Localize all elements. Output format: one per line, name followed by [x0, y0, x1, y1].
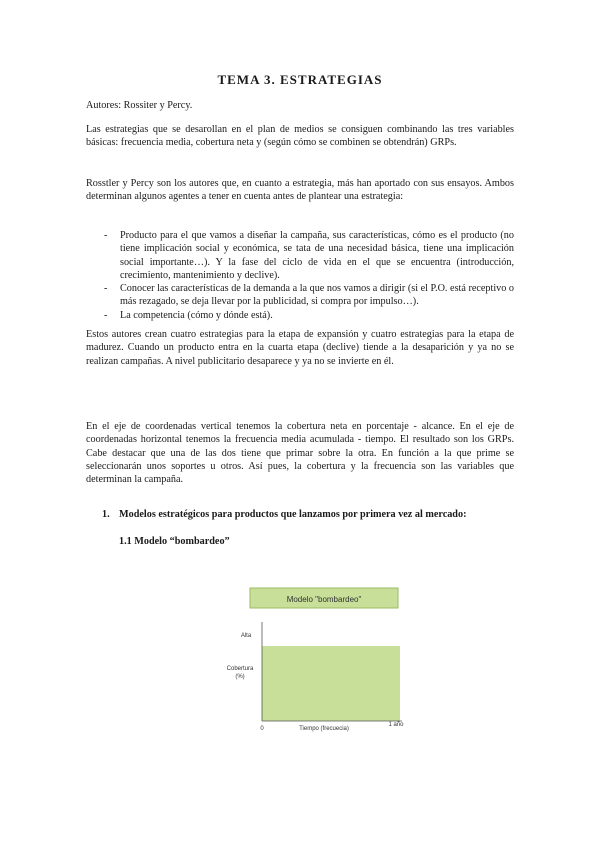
list-item — [104, 282, 514, 309]
list-item — [104, 309, 514, 322]
list-item-text: Producto para el que vamos a diseñar la campaña, sus características, cómo es el producto (no tiene implicación social y económica, se tata de una necesidad básica, tiene una implicación social importante…). Y la fase del ciclo de vida en el que se encuentra (introducción, crecimiento, mantenimiento y declive). — [120, 230, 514, 281]
section-number: 1. — [102, 509, 110, 520]
coverage-area — [262, 646, 400, 721]
bullet-dash: - — [104, 230, 108, 241]
bombardeo-chart — [200, 580, 420, 740]
x-axis-label: Tiempo (frecuecia) — [299, 726, 349, 732]
page-title: TEMA 3. ESTRATEGIAS — [217, 72, 383, 87]
y-axis-label: Cobertura — [226, 666, 254, 672]
paragraph-intro: Las estrategias que se desarollan en el plan de medios se consiguen combinando las tres variables básicas: frecuencia media, cobertura neta y (según cómo se combinen se obtendrán) GRPs. — [86, 124, 514, 149]
chart-title: Modelo "bombardeo" — [286, 595, 362, 604]
y-tick-label: Alta — [240, 633, 252, 639]
list-item-text: Conocer las características de la demanda a la que nos vamos a dirigir (si el P.O. está receptivo o más rezagado, se deja llevar por la publicidad, si compra por impulso…). — [120, 283, 514, 308]
x-tick-label: 1 año — [388, 722, 404, 728]
list-item-text: La competencia (cómo y dónde está). — [120, 309, 273, 321]
section-title: Modelos estratégicos para productos que lanzamos por primera vez al mercado: — [119, 509, 467, 520]
factors-list — [104, 229, 514, 322]
paragraph-axes: En el eje de coordenadas vertical tenemos la cobertura neta en porcentaje - alcance. En el eje de coordenadas horizontal tenemos la frecuencia media acumulada - tiempo. El resultado son los GRPs. Cabe destacar que una de las dos tiene que primar sobre la otra. En función a la que prime se seleccionarán unos soportes u otros. Así pues, la cobertura y la frecuencia son las variables que determinan la campaña. — [86, 421, 514, 486]
section-heading — [102, 508, 514, 521]
authors-line: Autores: Rossiter y Percy. — [86, 100, 193, 111]
paragraph-authors: Rosstler y Percy son los autores que, en cuanto a estrategia, más han aportado con sus ensayos. Ambos determinan algunos agentes a tener en cuenta antes de plantear una estrategia: — [86, 178, 514, 203]
paragraph-strategies: Estos autores crean cuatro estrategias para la etapa de expansión y cuatro estrategias para la etapa de madurez. Cuando un producto entra en la cuarta etapa (declive) tiende a la desaparición y ya no se realizan campañas. A nivel publicitario desaparece y ya no se invierte en él. — [86, 329, 514, 367]
subsection-heading: 1.1 Modelo “bombardeo” — [119, 536, 230, 547]
bullet-dash: - — [104, 283, 108, 295]
list-item — [104, 229, 514, 282]
bullet-dash: - — [104, 309, 108, 321]
x-tick-label: 0 — [260, 726, 264, 732]
y-axis-label-unit: (%) — [235, 674, 245, 680]
